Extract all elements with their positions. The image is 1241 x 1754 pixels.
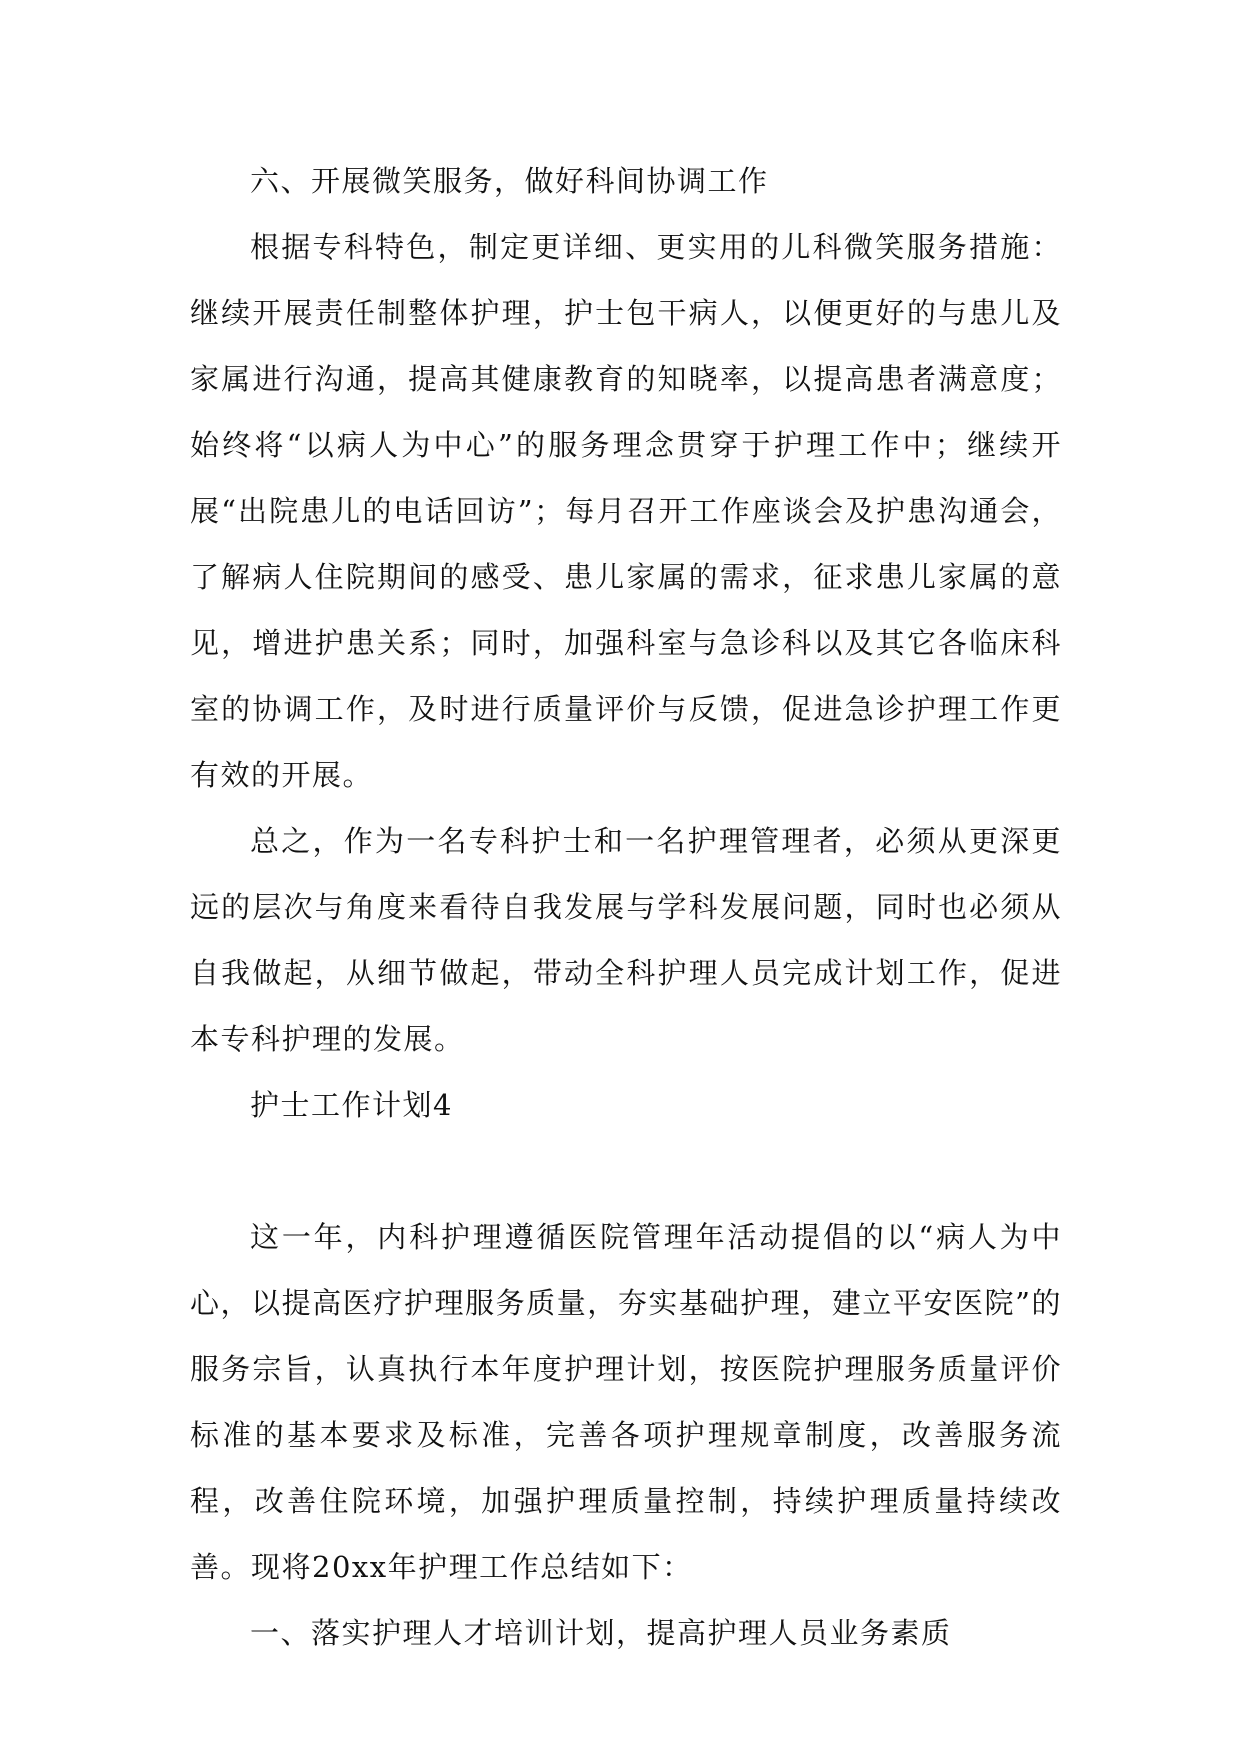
document-body [190,148,1062,1666]
blank-line [190,1138,1062,1204]
body-paragraph: 这一年，内科护理遵循医院管理年活动提倡的以“病人为中心，以提高医疗护理服务质量，夯实基础护理，建立平安医院”的服务宗旨，认真执行本年度护理计划，按医院护理服务质量评价标准的基本要求及标准，完善各项护理规章制度，改善服务流程，改善住院环境，加强护理质量控制，持续护理质量持续改善。现将20xx年护理工作总结如下： [190,1220,1062,1584]
body-paragraph: 根据专科特色，制定更详细、更实用的儿科微笑服务措施：继续开展责任制整体护理，护士包干病人，以便更好的与患儿及家属进行沟通，提高其健康教育的知晓率，以提高患者满意度；始终将“以病人为中心”的服务理念贯穿于护理工作中；继续开展“出院患儿的电话回访”；每月召开工作座谈会及护患沟通会，了解病人住院期间的感受、患儿家属的需求，征求患儿家属的意见，增进护患关系；同时，加强科室与急诊科以及其它各临床科室的协调工作，及时进行质量评价与反馈，促进急诊护理工作更有效的开展。 [190,230,1062,792]
body-paragraph: 总之，作为一名专科护士和一名护理管理者，必须从更深更远的层次与角度来看待自我发展与学科发展问题，同时也必须从自我做起，从细节做起，带动全科护理人员完成计划工作，促进本专科护理的发展。 [190,824,1062,1056]
section-heading: 六、开展微笑服务，做好科间协调工作 [250,164,769,198]
plan-title: 护士工作计划4 [250,1088,453,1122]
section-heading: 一、落实护理人才培训计划，提高护理人员业务素质 [250,1616,952,1650]
